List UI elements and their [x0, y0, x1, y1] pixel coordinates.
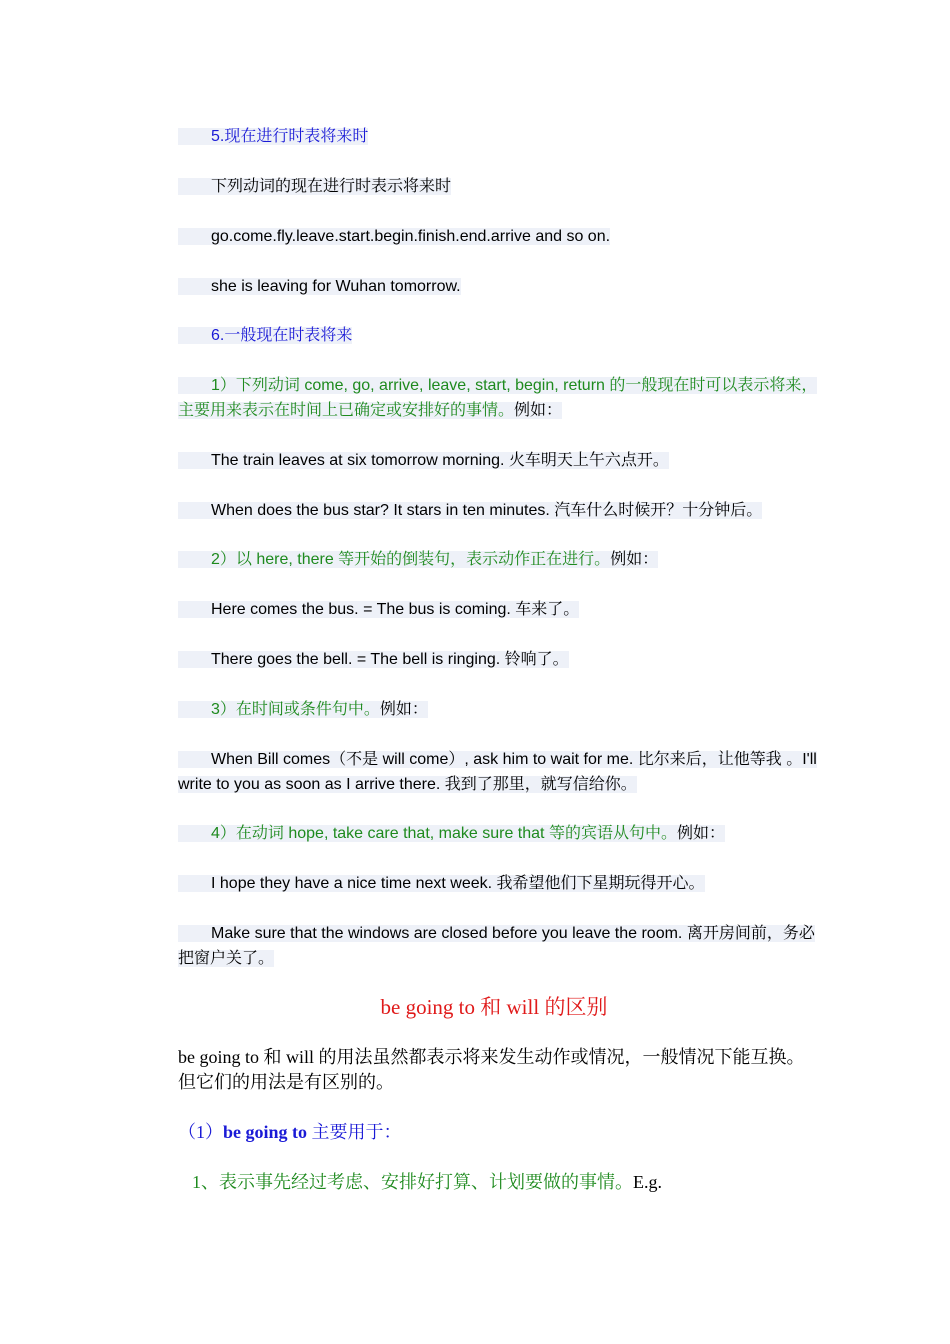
sub1-suffix: 主要用于：: [307, 1122, 402, 1142]
compare-point-1: [192, 1170, 832, 1195]
item1-example1-text: The train leaves at six tomorrow morning. 火车明天上午六点开。: [211, 452, 669, 469]
section5-intro: [178, 174, 828, 199]
item2-example1: [178, 597, 828, 622]
item4-example1: [178, 871, 828, 896]
section6-item3: [178, 697, 828, 722]
point1-tail: E.g.: [633, 1172, 662, 1192]
item4-example1-text: I hope they have a nice time next week. 我希望他们下星期玩得开心。: [211, 875, 705, 892]
item2-example2: [178, 647, 828, 672]
section6-item1: [178, 373, 828, 423]
section6-item2: [178, 547, 828, 572]
item2-tail: 例如：: [610, 551, 659, 568]
item3-tail: 例如：: [379, 701, 428, 718]
item3-label: 3）在时间或条件句中。: [211, 701, 380, 718]
item2-example2-text: There goes the bell. = The bell is ringing. 铃响了。: [211, 651, 569, 668]
section5-example: [178, 274, 828, 299]
item2-label: 2）以 here, there 等开始的倒装句，表示动作正在进行。: [211, 551, 611, 568]
item1-label: 1）下列动词 come, go, arrive, leave, start, begin, return 的一般现在时可以表示将来，主要用来表示在时间上已确定或安排好的事情。: [178, 377, 818, 419]
item1-tail: 例如：: [514, 402, 563, 419]
section5-example-text: she is leaving for Wuhan tomorrow.: [211, 278, 461, 295]
compare-subheading-1: [178, 1120, 818, 1145]
item1-example2: [178, 498, 828, 523]
section5-verbs: [178, 224, 828, 249]
item3-example1: [178, 747, 828, 797]
section6-item4: [178, 821, 828, 846]
section6-title-text: 6.一般现在时表将来: [211, 327, 353, 344]
item2-example1-text: Here comes the bus. = The bus is coming. 车来了。: [211, 601, 580, 618]
item4-example2: [178, 921, 828, 971]
compare-heading: be going to 和 will 的区别: [380, 995, 608, 1019]
section5-intro-text: 下列动词的现在进行时表示将来时: [211, 178, 452, 195]
sub1-bold: be going to: [223, 1122, 308, 1142]
compare-intro: be going to 和 will 的用法虽然都表示将来发生动作或情况，一般情况下能互换。但它们的用法是有区别的。: [178, 1047, 805, 1092]
section5-verbs-text: go.come.fly.leave.start.begin.finish.end.arrive and so on.: [211, 228, 611, 245]
item4-tail: 例如：: [676, 825, 725, 842]
item1-example1: [178, 448, 828, 473]
point1-text: 1、表示事先经过考虑、安排好打算、计划要做的事情。: [192, 1172, 633, 1192]
item4-example2-text: Make sure that the windows are closed before you leave the room. 离开房间前，务必把窗户关了。: [178, 925, 815, 967]
item1-example2-text: When does the bus star? It stars in ten minutes. 汽车什么时候开？十分钟后。: [211, 502, 763, 519]
section5-title-text: 5.现在进行时表将来时: [211, 128, 369, 145]
section6-title: [178, 323, 828, 348]
item4-label: 4）在动词 hope, take care that, make sure that 等的宾语从句中。: [211, 825, 677, 842]
section5-title: [178, 124, 828, 149]
sub1-prefix: （1）: [178, 1122, 223, 1142]
item3-example1-text: When Bill comes（不是 will come）, ask him to wait for me. 比尔来后，让他等我 。I'll write to you as soon as I arrive there. 我到了那里，就写信给你。: [178, 751, 817, 793]
